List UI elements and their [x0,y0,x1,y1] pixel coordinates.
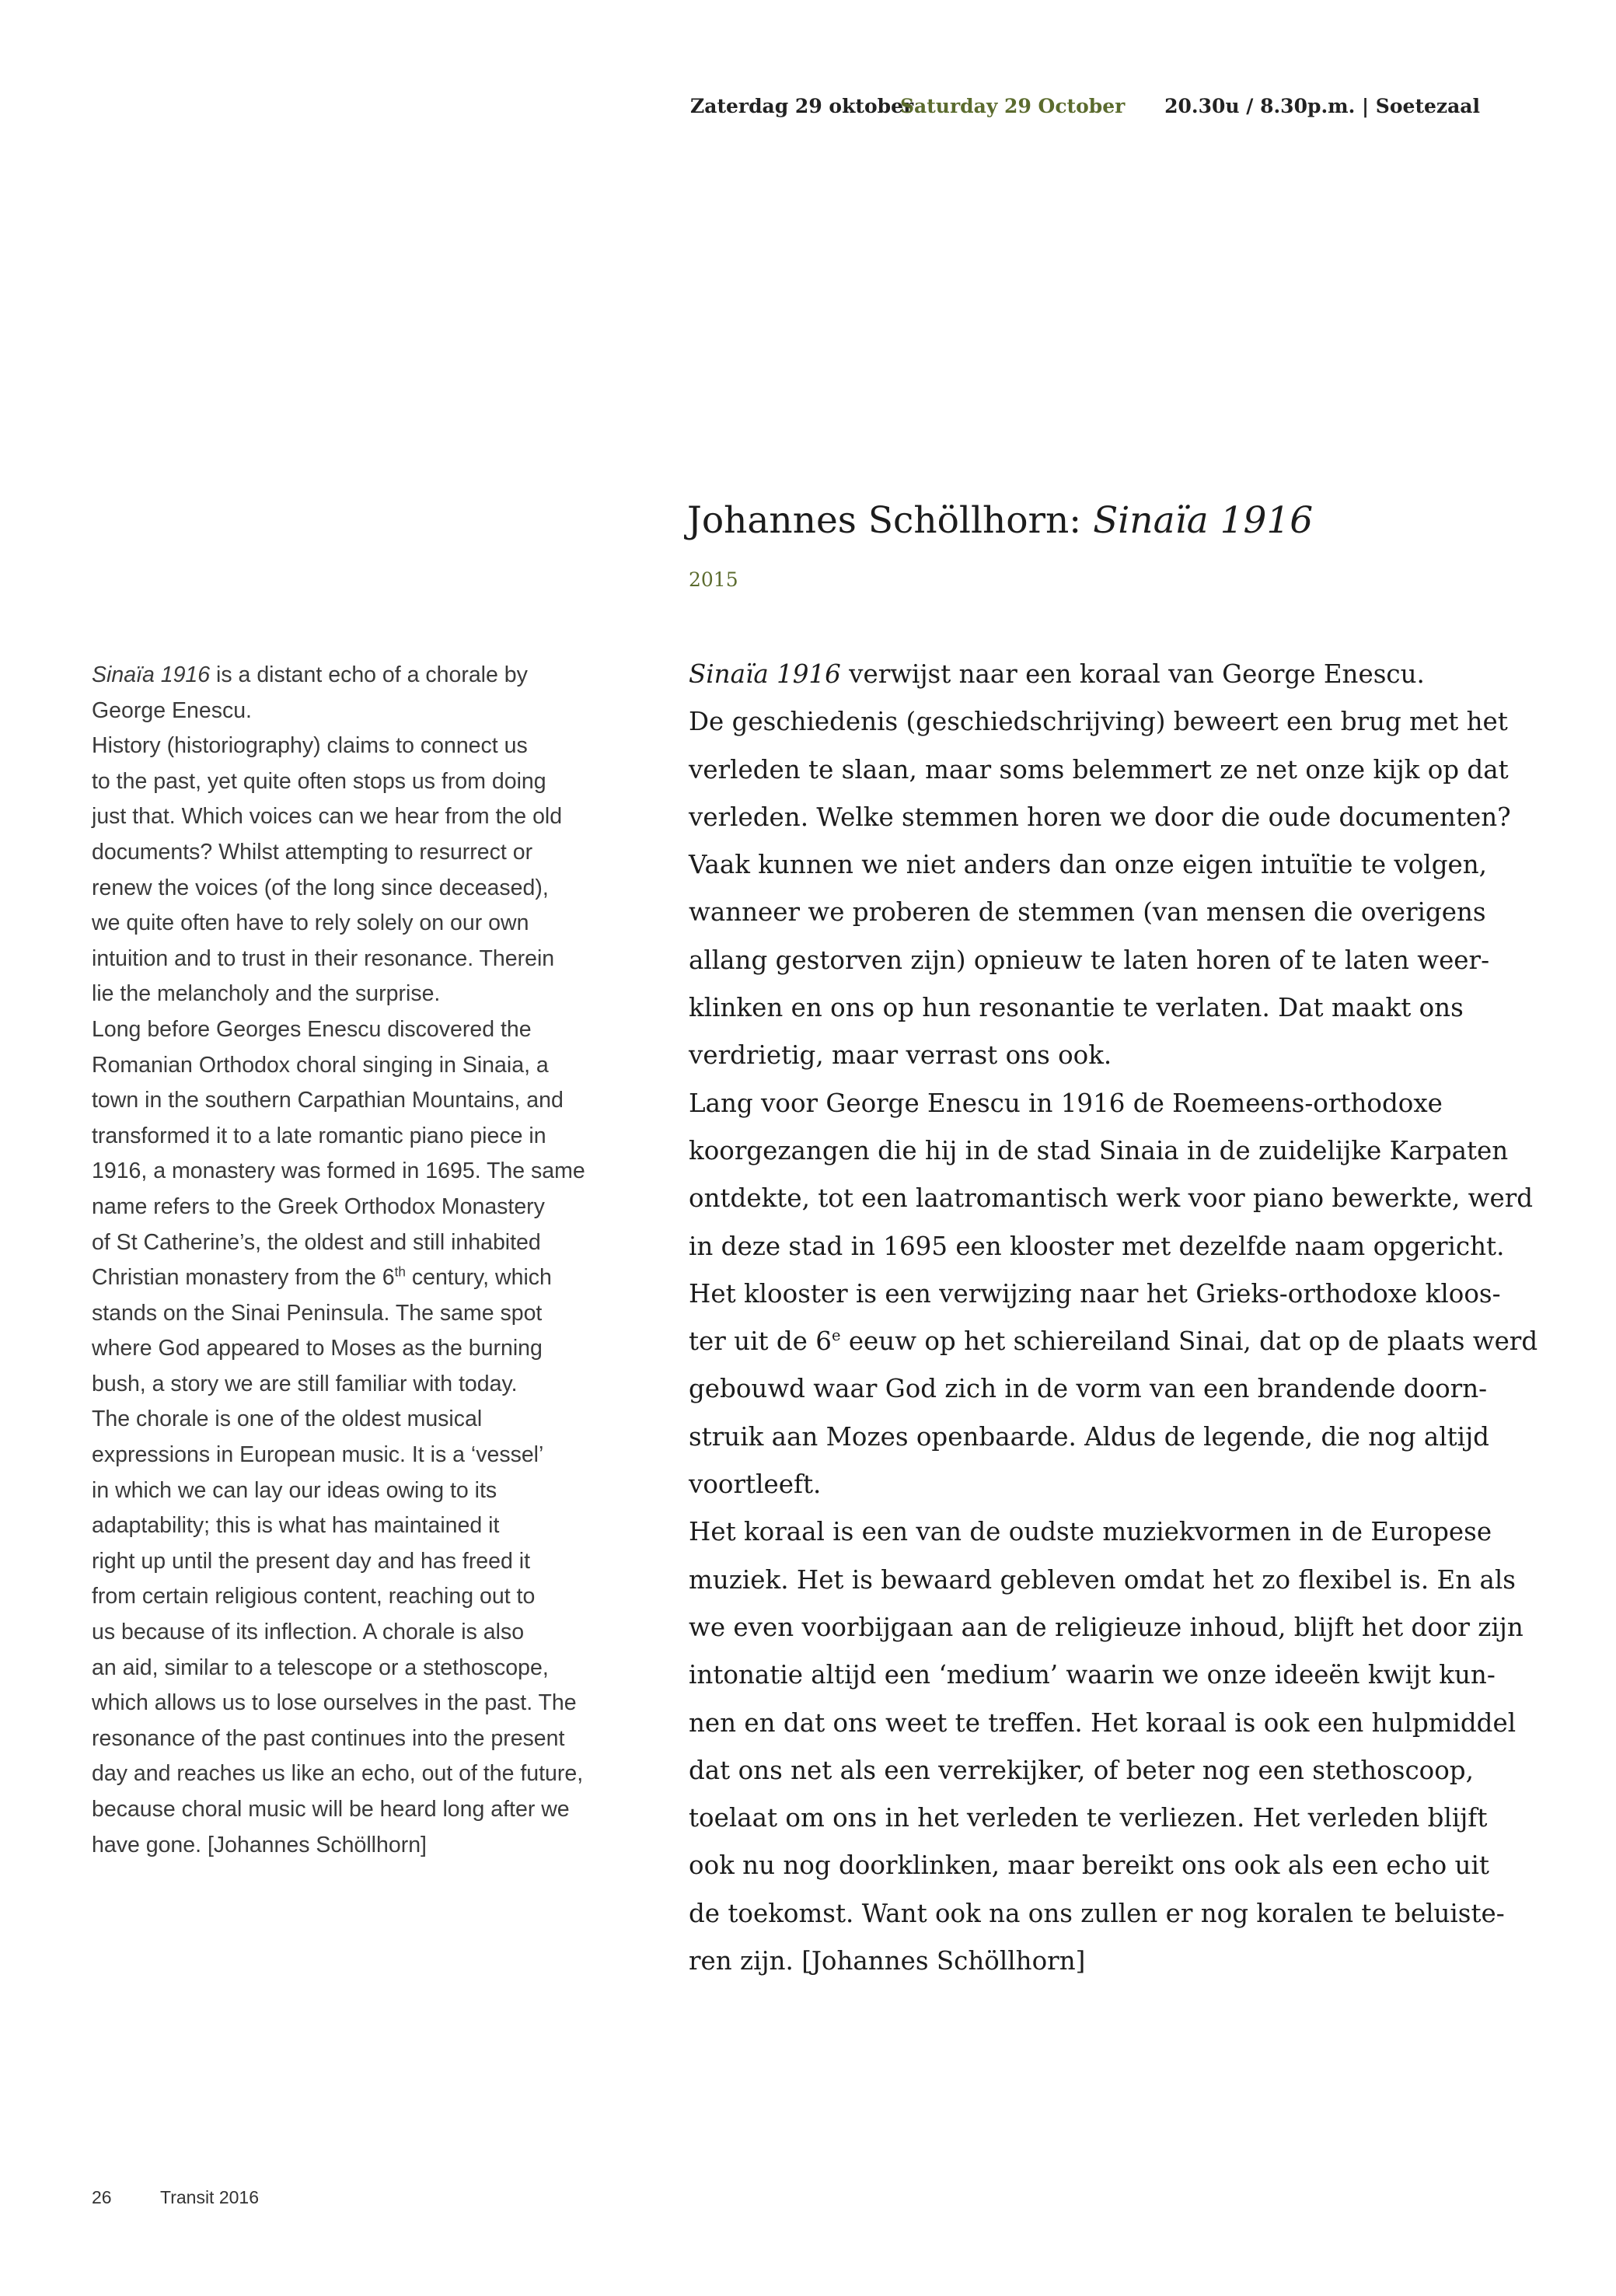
line-text: intuition and to trust in their resonance. Therein [92,945,555,971]
line-text: is a distant echo of a chorale by [210,662,528,687]
text-line [689,1318,1538,1365]
text-line [92,1154,628,1190]
title-composer: Johannes Schöllhorn: [687,499,1094,542]
line-text: de toekomst. Want ook na ons zullen er nog koralen te beluiste- [689,1898,1505,1928]
text-line [92,942,628,977]
line-text: ontdekte, tot een laatromantisch werk voor piano bewerkte, werd [689,1183,1534,1214]
line-text: Long before Georges Enescu discovered the [92,1016,532,1042]
work-title-italic: Sinaïa 1916 [689,659,841,689]
publication-name: Transit 2016 [160,2187,259,2207]
line-text: have gone. [Johannes Schöllhorn] [92,1832,427,1857]
text-line [689,1651,1496,1699]
text-line [689,1890,1505,1938]
page-number: 26 [92,2187,112,2207]
time-and-venue: 20.30u / 8.30p.m. | Soetezaal [1164,95,1480,117]
text-line [92,1508,628,1544]
line-text: verdrietig, maar verrast ons ook. [689,1040,1112,1071]
line-text: Vaak kunnen we niet anders dan onze eigen intuïtie te volgen, [689,850,1488,880]
line-text: to the past, yet quite often stops us from doing [92,768,546,794]
line-text: eeuw op het schiereiland Sinai, dat op de plaats werd [840,1326,1538,1357]
text-line [92,764,628,800]
text-line [689,1032,1482,1079]
line-text: name refers to the Greek Orthodox Monastery [92,1193,545,1219]
line-text: bush, a story we are still familiar with today. [92,1371,518,1396]
text-line [92,1792,628,1828]
line-text: voortleeft. [689,1470,822,1500]
text-line [92,1544,628,1580]
line-text: struik aan Mozes openbaarde. Aldus de legende, die nog altijd [689,1421,1489,1452]
line-text: De geschiedenis (geschiedschrijving) beweert een brug met het [689,707,1508,737]
text-line [92,1828,628,1864]
line-text: transformed it to a late romantic piano piece in [92,1123,546,1148]
line-text: in deze stad in 1695 een klooster met dezelfde naam opgericht. [689,1231,1505,1261]
text-line [689,1557,1516,1604]
line-text: Lang voor George Enescu in 1916 de Roemeens-orthodoxe [689,1088,1443,1118]
line-text: ook nu nog doorklinken, maar bereikt ons ook als een echo uit [689,1850,1489,1881]
line-text: Romanian Orthodox choral singing in Sinaia, a [92,1052,549,1078]
text-line [92,835,628,871]
line-text: in which we can lay our ideas owing to its [92,1477,497,1503]
line-text: renew the voices (of the long since deceased), [92,875,549,900]
line-text: koorgezangen die hij in de stad Sinaia in de zuidelijke Karpaten [689,1135,1509,1165]
line-text: verwijst naar een koraal van George Enescu. [840,659,1425,689]
text-line [689,698,1508,746]
text-line [689,1508,1492,1556]
line-text: Het koraal is een van de oudste muziekvormen in de Europese [689,1517,1492,1547]
ordinal-superscript: th [394,1264,406,1280]
text-line [689,841,1488,889]
line-text: which allows us to lose ourselves in the past. The [92,1690,577,1716]
line-text: wanneer we proberen de stemmen (van mensen die overigens [689,897,1486,928]
line-text: we quite often have to rely solely on our own [92,910,529,936]
line-text: century, which [405,1265,552,1291]
work-title-italic: Sinaïa 1916 [92,662,211,687]
text-line [689,1223,1505,1270]
line-text: verleden te slaan, maar soms belemmert ze net onze kijk op dat [689,754,1509,785]
line-text: an aid, similar to a telescope or a stethoscope, [92,1655,549,1680]
line-text: from certain religious content, reaching out to [92,1584,536,1609]
text-line [689,1175,1534,1222]
text-line [92,1367,628,1403]
dutch-text-column [689,651,1538,1985]
text-line [689,937,1490,984]
text-line [92,1190,628,1225]
text-line [92,871,628,907]
line-text: 1916, a monastery was formed in 1695. The same [92,1158,585,1184]
line-text: we even voorbijgaan aan de religieuze inhoud, blijft het door zijn [689,1612,1524,1642]
line-text: just that. Which voices can we hear from the old [92,804,563,830]
line-text: ter uit de 6 [689,1326,832,1357]
text-line [689,794,1511,841]
text-line [92,1721,628,1757]
text-line [689,1127,1509,1175]
text-line [92,1402,628,1438]
text-line [689,889,1486,936]
text-line [92,1651,628,1686]
line-text: nen en dat ons weet te treffen. Het koraal is ook een hulpmiddel [689,1707,1517,1738]
text-line [689,984,1482,1032]
line-text: lie the melancholy and the surprise. [92,981,441,1007]
date-dutch: Zaterdag 29 oktober [690,95,914,117]
line-text: us because of its inflection. A chorale is also [92,1620,525,1645]
text-line [92,1119,628,1155]
line-text: toelaat om ons in het verleden te verliezen. Het verleden blijft [689,1803,1488,1833]
line-text: documents? Whilst attempting to resurrect or [92,839,533,865]
ordinal-superscript: e [831,1326,841,1345]
line-text: where God appeared to Moses as the burning [92,1336,543,1361]
text-line [92,729,628,764]
composition-year: 2015 [689,568,738,591]
text-line [689,1700,1517,1747]
line-text: day and reaches us like an echo, out of the future, [92,1761,584,1787]
line-text: stands on the Sinai Peninsula. The same spot [92,1300,543,1326]
line-text: Christian monastery from the 6 [92,1265,395,1291]
text-line [92,1579,628,1615]
line-text: adaptability; this is what has maintained it [92,1513,500,1539]
text-line [689,746,1509,794]
page-title [687,499,1313,542]
text-line [92,1012,628,1048]
text-line [689,1938,1482,1985]
text-line [689,1842,1489,1889]
text-line [92,1296,628,1332]
text-line [92,1615,628,1651]
line-text: ren zijn. [Johannes Schöllhorn] [689,1946,1086,1976]
text-line [689,1747,1482,1795]
text-line [689,1270,1501,1318]
english-text-column [92,658,628,1863]
text-line [92,1756,628,1792]
text-line [92,694,628,729]
line-text: verleden. Welke stemmen horen we door die oude documenten? [689,802,1511,832]
text-line [689,1604,1524,1651]
text-line [689,1414,1489,1461]
line-text: of St Catherine’s, the oldest and still inhabited [92,1229,541,1255]
text-line [92,799,628,835]
text-line [92,1260,628,1296]
text-line [92,1225,628,1261]
text-line [92,1473,628,1509]
line-text: dat ons net als een verrekijker, of beter nog een stethoscoop, [689,1755,1474,1785]
line-text: History (historiography) claims to connect us [92,733,528,759]
text-line [92,658,628,694]
text-line [92,1048,628,1084]
text-line [92,1686,628,1721]
text-line [92,1438,628,1473]
date-english: Saturday 29 October [900,95,1126,117]
line-text: The chorale is one of the oldest musical [92,1407,483,1432]
line-text: allang gestorven zijn) opnieuw te laten horen of te laten weer- [689,945,1490,975]
line-text: George Enescu. [92,697,252,723]
line-text: because choral music will be heard long after we [92,1797,570,1822]
text-line [92,1331,628,1367]
text-line [689,651,1482,698]
line-text: muziek. Het is bewaard gebleven omdat het zo flexibel is. En als [689,1564,1516,1595]
line-text: right up until the present day and has freed it [92,1548,531,1574]
line-text: expressions in European music. It is a ‘vessel’ [92,1442,544,1468]
text-line [689,1795,1488,1842]
line-text: resonance of the past continues into the present [92,1725,565,1751]
line-text: town in the southern Carpathian Mountains, and [92,1088,564,1113]
text-line [92,977,628,1012]
line-text: intonatie altijd een ‘medium’ waarin we onze ideeën kwijt kun- [689,1660,1496,1690]
title-work: Sinaïa 1916 [1093,499,1314,542]
line-text: Het klooster is een verwijzing naar het Grieks-orthodoxe kloos- [689,1278,1501,1309]
text-line [689,1365,1488,1413]
text-line [689,1080,1482,1127]
line-text: klinken en ons op hun resonantie te verlaten. Dat maakt ons [689,993,1464,1023]
text-line [92,1083,628,1119]
line-text: gebouwd waar God zich in de vorm van een brandende doorn- [689,1374,1488,1404]
text-line [689,1461,1482,1508]
text-line [92,906,628,942]
